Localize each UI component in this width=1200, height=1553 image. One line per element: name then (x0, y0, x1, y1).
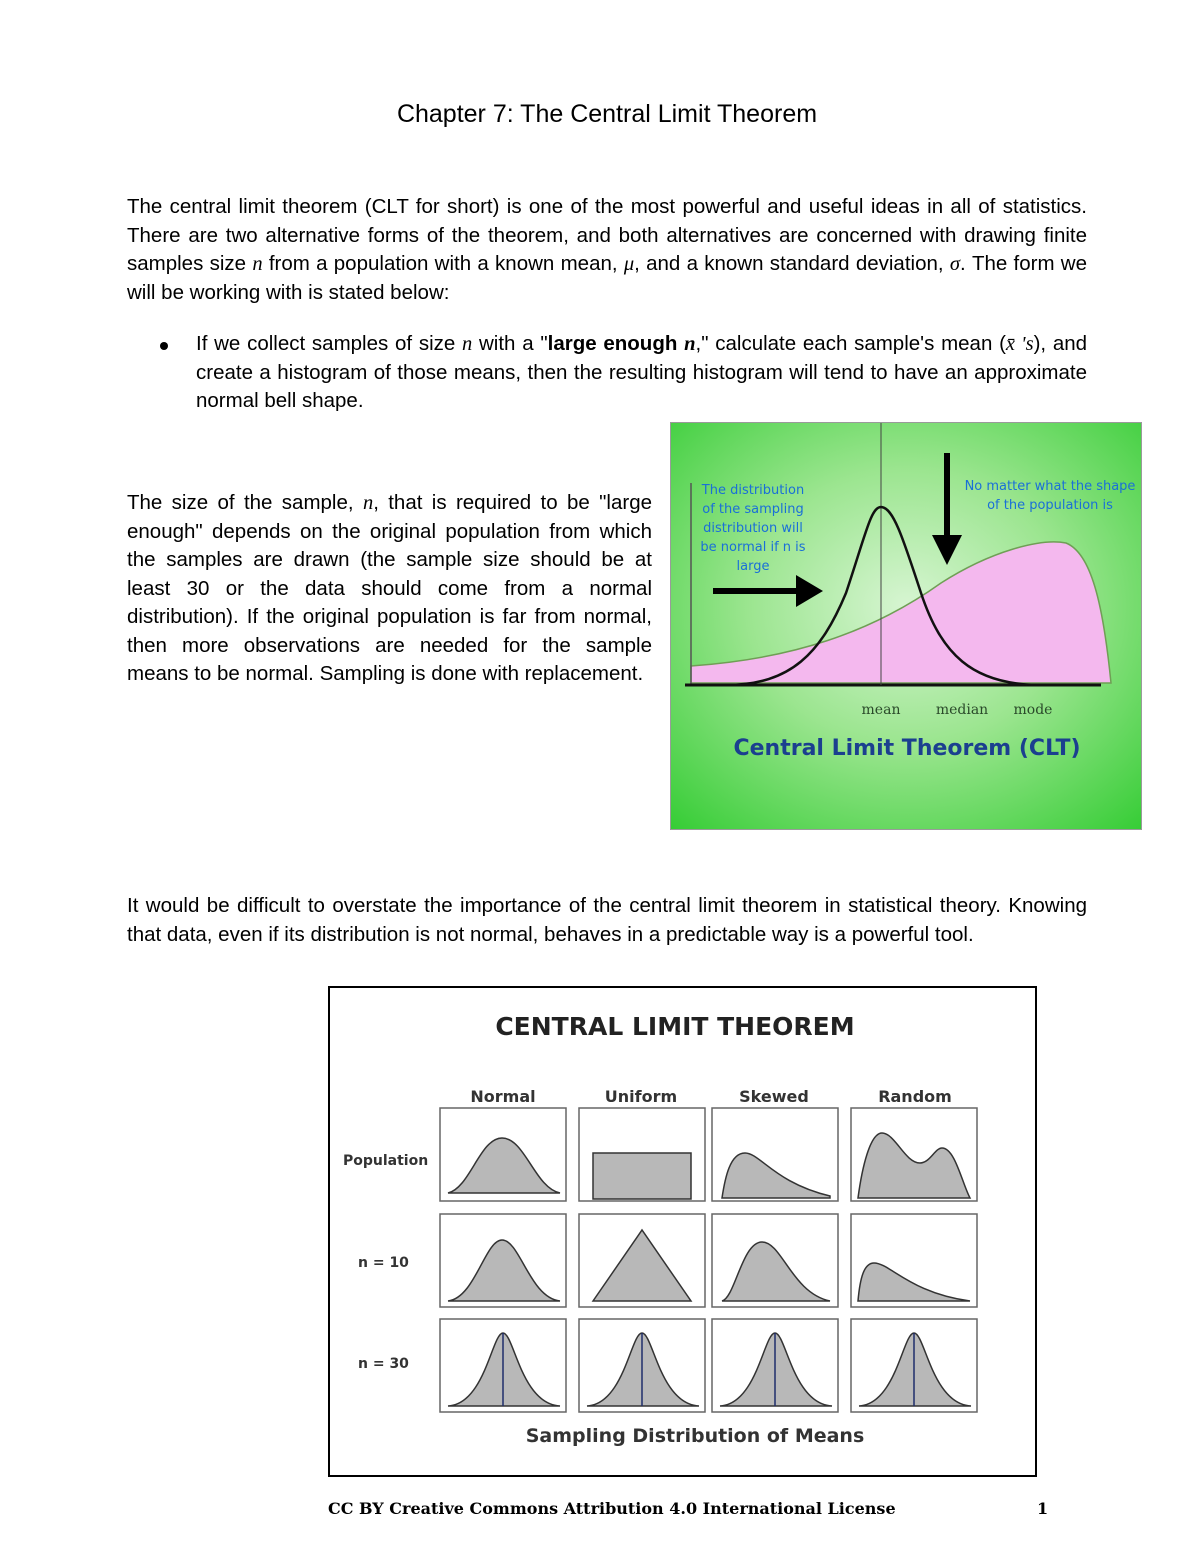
shape-normal-n10 (448, 1240, 560, 1301)
shape-skewed-population (722, 1153, 830, 1198)
axis-label-mode: mode (1013, 702, 1053, 718)
shape-normal-n30 (448, 1333, 560, 1406)
page-title: Chapter 7: The Central Limit Theorem (396, 100, 818, 128)
right-note-line: No matter what the shape (964, 479, 1136, 494)
left-note-line: of the sampling (702, 502, 804, 517)
shape-uniform-n10 (593, 1230, 691, 1301)
clt-illustration (670, 422, 1142, 830)
license-footer: CC BY Creative Commons Attribution 4.0 International License (328, 1499, 896, 1518)
importance-paragraph: It would be difficult to overstate the importance of the central limit theorem in statistical theory. Knowing that data, even if its distribution is not normal, behaves in a predictable way is a powerful tool. (127, 894, 1087, 946)
shape-uniform-n30 (587, 1333, 699, 1406)
column-label-uniform: Uniform (604, 1087, 678, 1106)
column-label-skewed: Skewed (739, 1087, 809, 1106)
left-note-line: be normal if n is (700, 540, 806, 555)
page-number: 1 (1037, 1499, 1049, 1518)
column-label-random: Random (878, 1087, 952, 1106)
row-label-n30: n = 30 (358, 1356, 409, 1372)
row-label-population: Population (343, 1153, 429, 1169)
intro-paragraph: The central limit theorem (CLT for short) is one of the most powerful and useful ideas in all of statistics. There are two alternative forms of the theorem, and both alternatives are concerned with drawing finite samples size n from a population with a known mean, μ, and a known standard deviation, σ. The form we will be working with is stated below: (127, 195, 1088, 304)
axis-label-mean: mean (861, 702, 901, 718)
sample-size-paragraph: The size of the sample, n, that is required to be "large enough" depends on the original population from which the samples are drawn (the sample size should be at least 30 or the data should come from a normal distribution). If the original population is far from normal, then more observations are needed for the sample means to be normal. Sampling is done with replacement. (127, 491, 652, 685)
shape-uniform-population (593, 1153, 691, 1199)
clt-caption: Central Limit Theorem (CLT) (733, 736, 1081, 761)
column-label-normal: Normal (470, 1087, 536, 1106)
shape-normal-population (448, 1138, 560, 1193)
row-label-n10: n = 10 (358, 1255, 409, 1271)
clt-grid-figure (328, 986, 1037, 1477)
bullet-dot-icon (160, 342, 168, 350)
left-note-line: large (736, 559, 770, 574)
grid-title: CENTRAL LIMIT THEOREM (495, 1012, 855, 1041)
grid-caption: Sampling Distribution of Means (525, 1425, 865, 1447)
shape-random-n30 (859, 1333, 971, 1406)
shape-skewed-n10 (722, 1242, 830, 1301)
axis-label-median: median (935, 702, 989, 718)
shape-skewed-n30 (720, 1333, 832, 1406)
shape-random-n10 (858, 1263, 970, 1301)
left-note-line: The distribution (701, 483, 805, 498)
right-note-line: of the population is (987, 498, 1113, 513)
shape-random-population (858, 1133, 970, 1198)
left-note-line: distribution will (703, 521, 803, 536)
